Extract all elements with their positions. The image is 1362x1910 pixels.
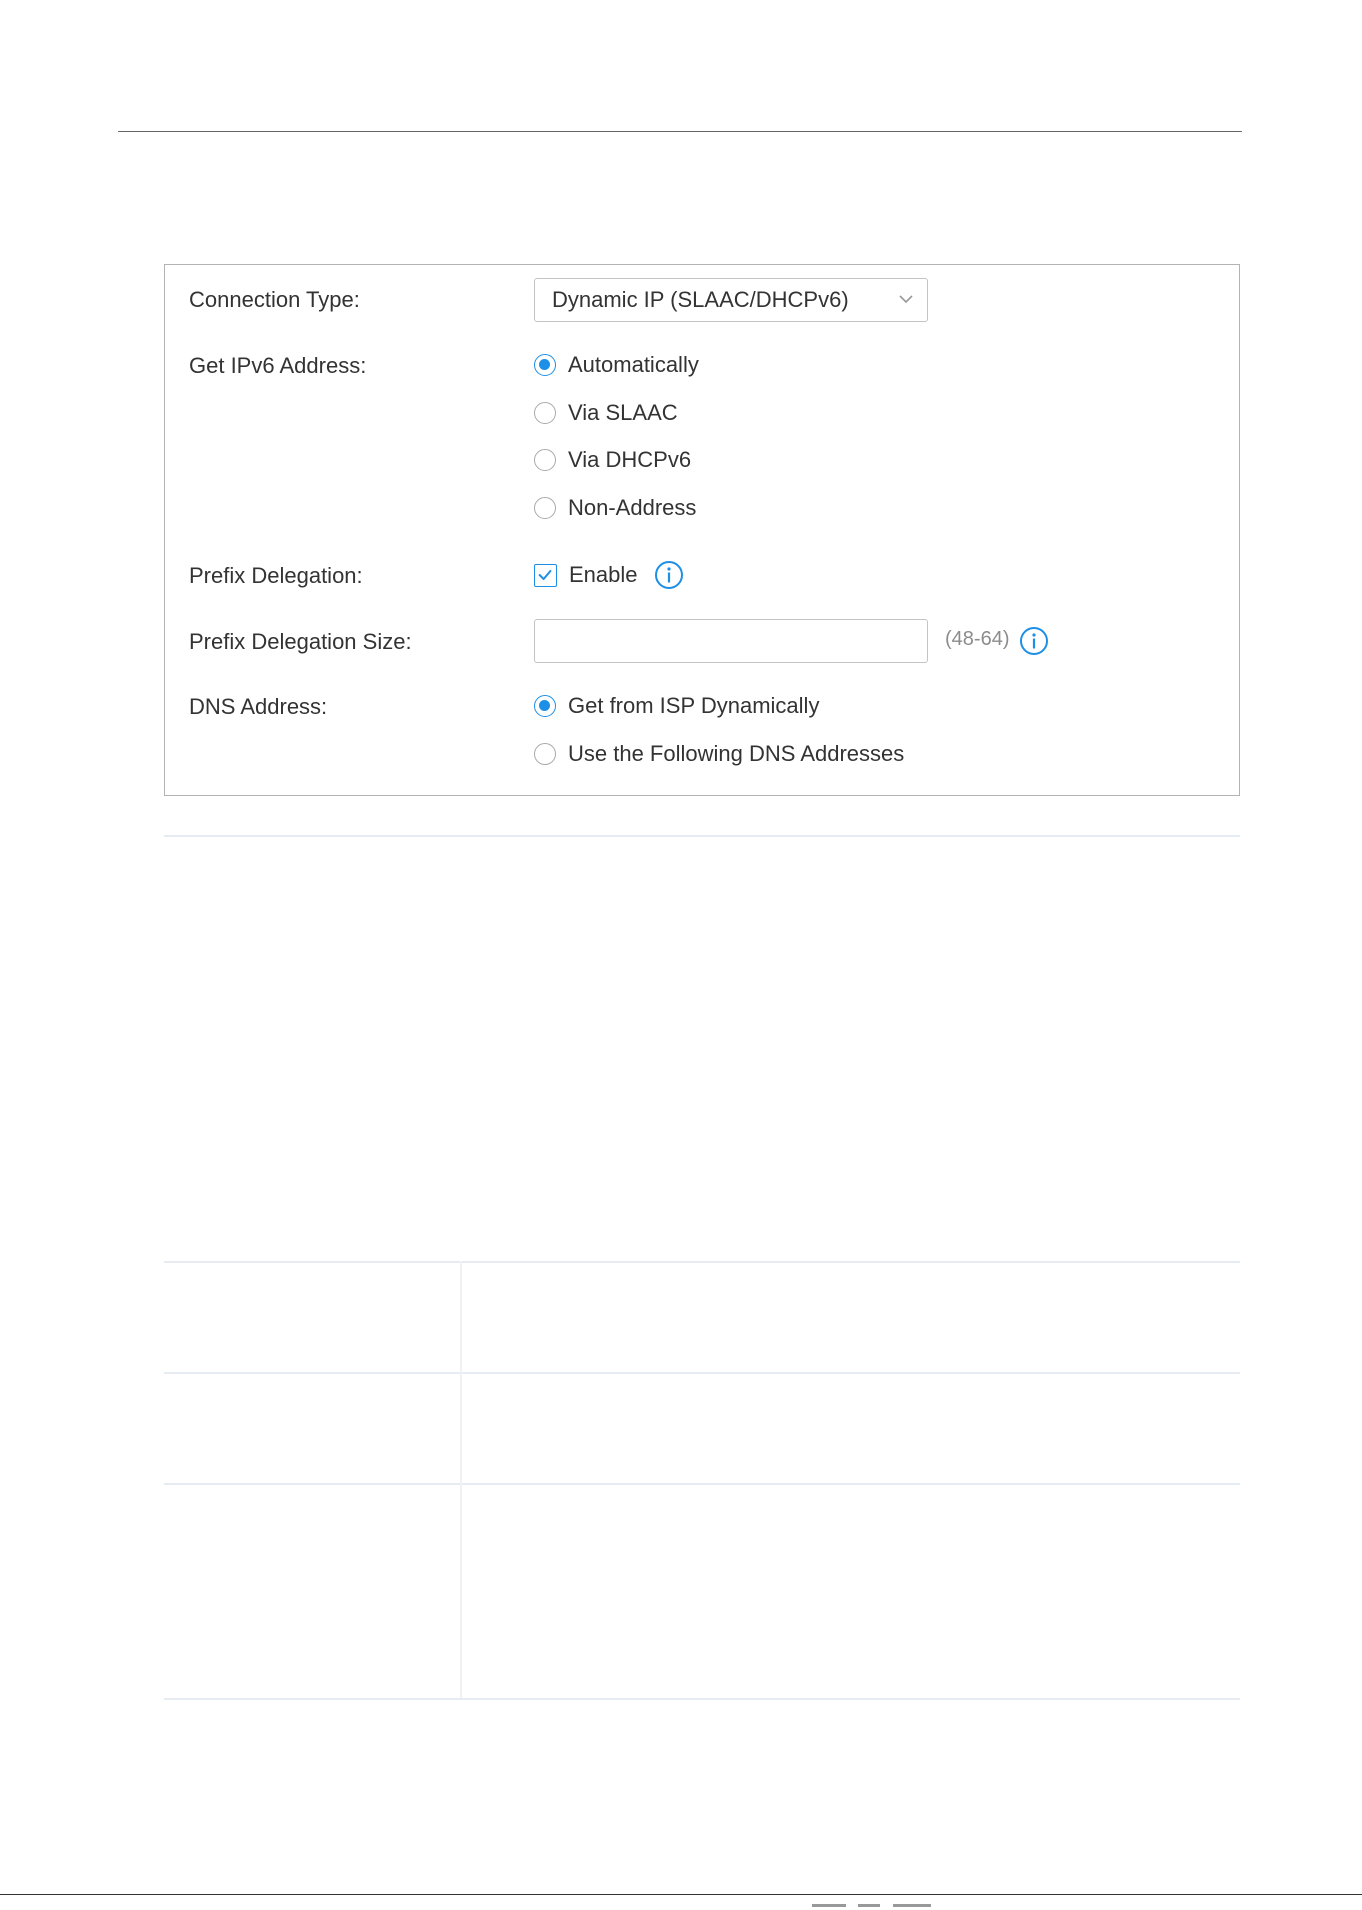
prefix-delegation-option[interactable] bbox=[534, 560, 684, 590]
info-icon[interactable] bbox=[1019, 626, 1049, 656]
table-rule bbox=[164, 1483, 1240, 1485]
chevron-down-icon bbox=[899, 295, 913, 304]
dns-option-manual[interactable] bbox=[534, 739, 904, 769]
option-label: Automatically bbox=[568, 352, 699, 377]
table-rule bbox=[164, 1261, 1240, 1263]
table-column-divider bbox=[460, 1261, 462, 1698]
dns-address-label: DNS Address: bbox=[189, 694, 328, 719]
radio-automatically[interactable] bbox=[534, 354, 556, 376]
option-label: Use the Following DNS Addresses bbox=[568, 741, 905, 766]
info-icon[interactable] bbox=[654, 560, 684, 590]
radio-dns-manual[interactable] bbox=[534, 743, 556, 765]
footer-mark bbox=[893, 1904, 931, 1907]
radio-non-address[interactable] bbox=[534, 497, 556, 519]
table-rule bbox=[164, 1372, 1240, 1374]
footer-divider bbox=[0, 1894, 1362, 1895]
ipv6-option-automatically[interactable] bbox=[534, 350, 699, 380]
radio-dns-isp[interactable] bbox=[534, 695, 556, 717]
radio-via-dhcpv6[interactable] bbox=[534, 449, 556, 471]
table-rule bbox=[164, 1698, 1240, 1700]
ipv6-settings-panel bbox=[164, 264, 1240, 796]
header-divider bbox=[118, 131, 1242, 132]
check-icon bbox=[536, 566, 554, 584]
table-rule bbox=[164, 835, 1240, 837]
radio-via-slaac[interactable] bbox=[534, 402, 556, 424]
dns-option-isp[interactable] bbox=[534, 691, 819, 721]
ipv6-option-via-dhcpv6[interactable] bbox=[534, 445, 691, 475]
prefix-delegation-checkbox[interactable] bbox=[534, 564, 557, 587]
connection-type-select[interactable] bbox=[534, 278, 928, 322]
connection-type-value: Dynamic IP (SLAAC/DHCPv6) bbox=[552, 287, 849, 312]
option-label: Get from ISP Dynamically bbox=[568, 693, 820, 718]
checkbox-label: Enable bbox=[569, 562, 638, 587]
option-label: Non-Address bbox=[568, 495, 697, 520]
get-ipv6-label: Get IPv6 Address: bbox=[189, 353, 367, 378]
prefix-size-range-hint: (48-64) bbox=[945, 628, 1010, 650]
ipv6-option-via-slaac[interactable] bbox=[534, 398, 678, 428]
prefix-delegation-label: Prefix Delegation: bbox=[189, 563, 363, 588]
footer-mark bbox=[812, 1904, 846, 1907]
prefix-size-label: Prefix Delegation Size: bbox=[189, 629, 412, 654]
option-label: Via SLAAC bbox=[568, 400, 678, 425]
prefix-size-input[interactable] bbox=[534, 619, 928, 663]
connection-type-label: Connection Type: bbox=[189, 287, 360, 312]
option-label: Via DHCPv6 bbox=[568, 447, 692, 472]
footer-mark bbox=[858, 1904, 880, 1907]
ipv6-option-non-address[interactable] bbox=[534, 493, 696, 523]
